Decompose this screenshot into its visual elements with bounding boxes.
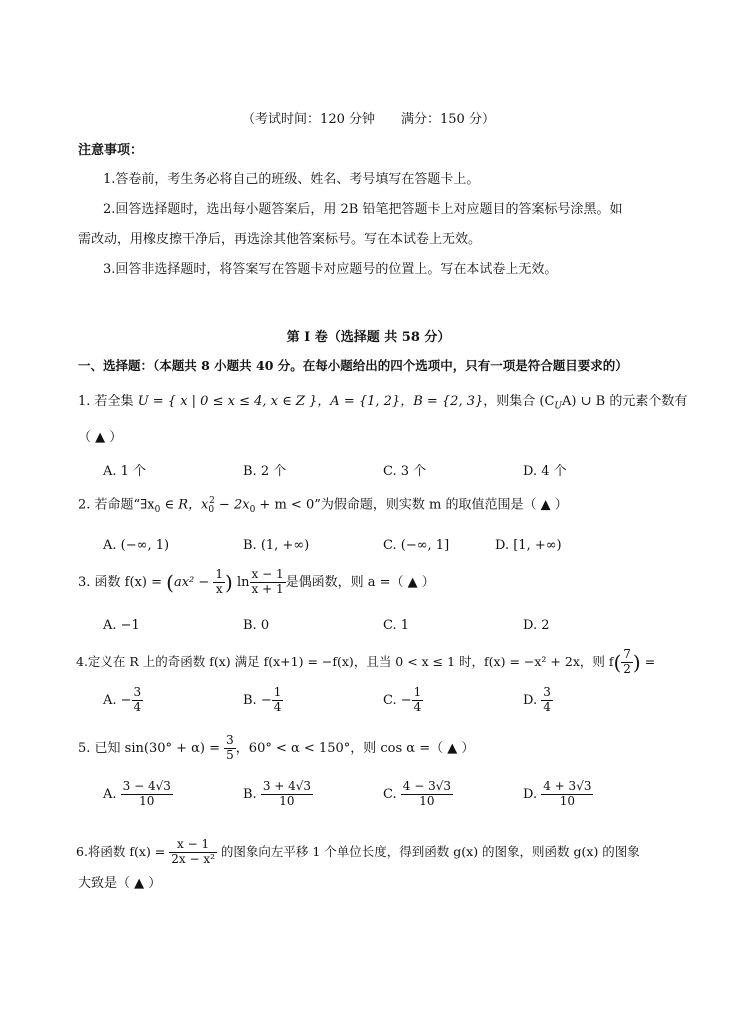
notice-title: 注意事项： (78, 143, 144, 158)
q2-mid: ∈ R，x (160, 497, 209, 513)
q5-option-d: D. $\frac{4 + 3√3}{10}$ (523, 779, 592, 808)
q4-option-c: C. − $\frac{1}{4}$ (383, 685, 422, 714)
question-6 (76, 838, 640, 867)
q6-tail: 的图象向左平移 1 个单位长度，得到函数 g(x) 的图象，则函数 g(x) 的图象 (216, 843, 640, 859)
question-2 (78, 496, 568, 516)
q3-option-d: D. 2 (523, 618, 550, 633)
q1-tail2: A) ∪ B 的元素个数有 (562, 394, 688, 409)
q3-option-b: B. 0 (243, 618, 270, 633)
q1-mark: （ ▲ ） (78, 430, 123, 445)
q5-option-c: C. $\frac{4 - 3√3}{10}$ (383, 779, 451, 808)
q1-sub: U (554, 401, 563, 412)
q4-option-d: D. $\frac{3}{4}$ (523, 685, 551, 714)
q3-frac-ln: $\frac{x - 1}{x + 1}$ (251, 567, 284, 596)
q3-ln: ln (232, 574, 250, 590)
part-title: 第 I 卷（选择题 共 58 分） (286, 330, 451, 345)
exam-info: （考试时间：120 分钟 满分：150 分） (242, 112, 495, 127)
q1-option-a: A. 1 个 (103, 464, 147, 479)
q4-prefix: 4.定义在 R 上的奇函数 f(x) 满足 f(x+1) = −f(x)，且当 0 < x ≤ 1 时，f(x) = −x² + 2x，则 f (76, 653, 614, 669)
q1-option-c: C. 3 个 (383, 464, 427, 479)
question-4: 4.定义在 R 上的奇函数 f(x) 满足 f(x+1) = −f(x)，且当 0 < x ≤ 1 时，f(x) = −x² + 2x，则 f( $\frac{7}{2}$ ) = (76, 647, 656, 676)
q3-prefix: 3. 函数 f(x) = (78, 574, 167, 590)
q4-frac: $\frac{7}{2}$ (623, 647, 631, 676)
q6-prefix: 6.将函数 f(x) = (76, 843, 170, 859)
q6-line2: 大致是（ ▲ ） (78, 876, 162, 891)
q2-sup1: 2 (209, 496, 215, 506)
q2-sub1: 0 (208, 504, 215, 515)
q2-option-b: B. (1, +∞) (243, 538, 310, 553)
q3-frac-1: $\frac{1}{x}$ (215, 567, 224, 596)
q3-option-c: C. 1 (383, 618, 410, 633)
q1-option-d: D. 4 个 (523, 464, 567, 479)
q1-set-a: ，A = {1, 2} (317, 394, 401, 409)
q5-frac: $\frac{3}{5}$ (226, 733, 234, 762)
question-5 (78, 734, 474, 763)
q1-prefix: 1. 若全集 (78, 394, 134, 409)
q2-option-c: C. (−∞, 1] (383, 538, 450, 553)
notice-item-2: 2.回答选择题时，选出每小题答案后，用 2B 铅笔把答题卡上对应题目的答案标号涂黑。如 (103, 202, 623, 217)
q6-frac: $\frac{x - 1}{\text{2x − x²}}$ (171, 837, 215, 866)
notice-item-2-cont: 需改动，用橡皮擦干净后，再选涂其他答案标号。写在本试卷上无效。 (78, 232, 482, 247)
q5-option-b: B. $\frac{3 + 4√3}{10}$ (243, 779, 312, 808)
q2-sub2: 0 (249, 504, 256, 515)
q5-prefix: 5. 已知 sin(30° + α) = (78, 740, 225, 756)
q5-option-a: A. $\frac{3 - 4√3}{10}$ (103, 779, 171, 808)
q2-option-a: A. (−∞, 1) (103, 538, 170, 553)
q2-mid2: − 2x (214, 497, 250, 513)
q4-option-a: A. − $\frac{3}{4}$ (103, 685, 142, 714)
q1-set-b: ，B = {2, 3} (400, 394, 484, 409)
q2-sub0: 0 (154, 504, 161, 515)
q5-tail: ，60° < α < 150°，则 cos α =（ ▲ ） (235, 740, 475, 756)
section-title: 一、选择题：（本题共 8 小题共 40 分。在每小题给出的四个选项中，只有一项是符合题目要求的） (78, 358, 628, 373)
q1-option-b: B. 2 个 (243, 464, 287, 479)
q2-option-d: D. [1, +∞) (495, 538, 562, 553)
question-1 (78, 394, 687, 412)
q4-tail: = (640, 653, 656, 669)
question-3: 3. 函数 f(x) = (ax² − $\frac{1}{x}$ ) ln $\frac{x - 1}{x + 1}$ 是偶函数，则 a =（ ▲ ） (78, 567, 435, 596)
notice-item-3: 3.回答非选择题时，将答案写在答题卡对应题号的位置上。写在本试卷上无效。 (103, 262, 558, 277)
q3-ax2: ax² − (173, 574, 214, 590)
q1-set-u: U = { x | 0 ≤ x ≤ 4, x ∈ Z } (137, 394, 318, 409)
q3-tail: 是偶函数，则 a =（ ▲ ） (285, 574, 435, 590)
q2-tail: + m < 0”为假命题，则实数 m 的取值范围是（ ▲ ） (255, 497, 568, 513)
q2-prefix: 2. 若命题“∃x (78, 497, 155, 513)
q1-tail: ，则集合 (C (483, 394, 555, 409)
q3-option-a: A. −1 (103, 618, 140, 633)
q4-option-b: B. − $\frac{1}{4}$ (243, 685, 282, 714)
notice-item-1: 1.答卷前，考生务必将自己的班级、姓名、考号填写在答题卡上。 (103, 172, 480, 187)
